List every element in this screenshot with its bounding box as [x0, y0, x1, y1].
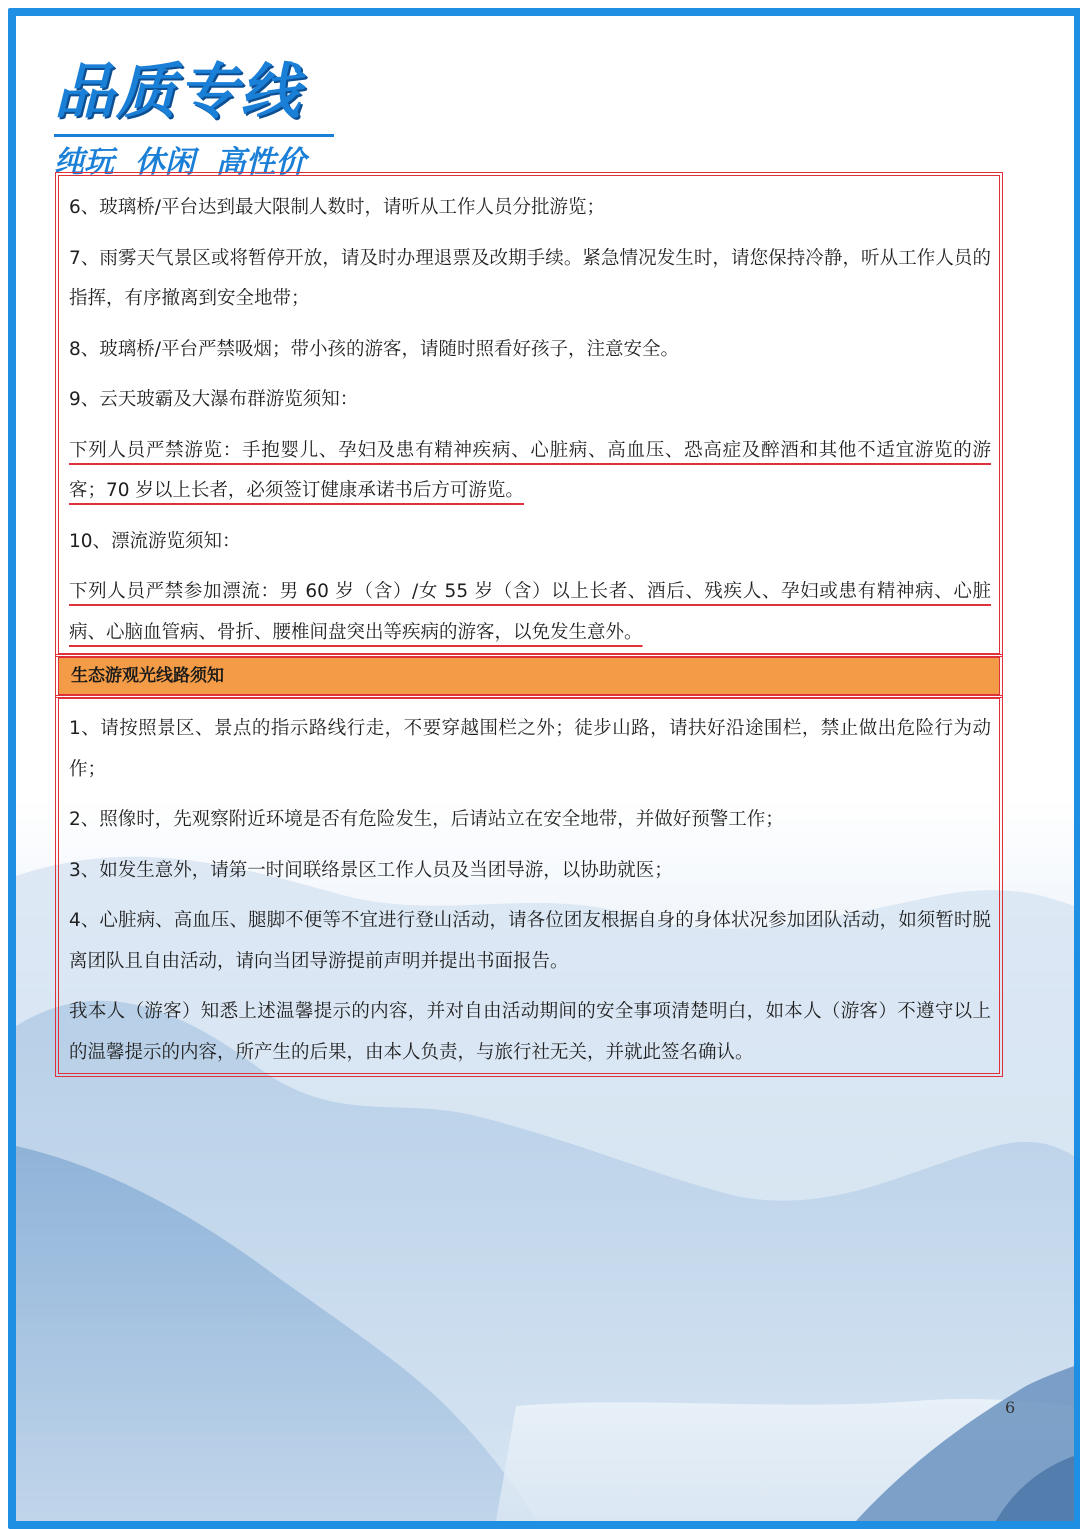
brand-subtitle: 纯玩 休闲 高性价 — [54, 145, 306, 180]
eco-paragraph-4: 4、心脏病、高血压、腿脚不便等不宜进行登山活动，请各位团友根据自身的身体状况参加团队活动，如须暂时脱离团队且自由活动，请向当团导游提前声明并提出书面报告。 — [69, 910, 991, 972]
paragraph-text: 10、漂流游览须知： — [69, 530, 241, 552]
declaration-paragraph: 我本人（游客）知悉上述温馨提示的内容，并对自由活动期间的安全事项清楚明白，如本人（游客）不遵守以上的温馨提示的内容，所产生的后果，由本人负责，与旅行社无关，并就此签名确认。 — [69, 1001, 991, 1063]
page-number: 6 — [1005, 1398, 1016, 1417]
notice-box — [58, 175, 1000, 654]
eco-paragraph-2: 2、照像时，先观察附近环境是否有危险发生，后请站立在安全地带，并做好预警工作； — [69, 809, 784, 830]
notice-paragraph-9-restriction — [69, 431, 991, 512]
notice-paragraph-8 — [69, 330, 991, 371]
notice-paragraph-10 — [69, 522, 991, 563]
paragraph-text: 8、玻璃桥/平台严禁吸烟；带小孩的游客，请随时照看好孩子，注意安全。 — [69, 338, 680, 360]
brand-logo — [54, 56, 344, 181]
brand-divider — [54, 134, 334, 137]
notice-paragraph-6 — [69, 188, 991, 229]
eco-section-heading: 生态游观光线路须知 — [58, 657, 1000, 695]
underlined-text: 下列人员严禁游览：手抱婴儿、孕妇及患有精神疾病、心脏病、高血压、恐高症及醉酒和其他不适宜游览的游客；70 岁以上长者，必须签订健康承诺书后方可游览。 — [69, 439, 991, 501]
paragraph-text: 9、云天玻霸及大瀑布群游览须知： — [69, 389, 359, 410]
eco-paragraph-1: 1、请按照景区、景点的指示路线行走，不要穿越围栏之外；徒步山路，请扶好沿途围栏，禁止做出危险行为动作； — [69, 718, 991, 780]
notice-paragraph-10-restriction — [69, 572, 991, 653]
notice-paragraph-7 — [69, 239, 991, 320]
paragraph-text: 6、玻璃桥/平台达到最大限制人数时，请听从工作人员分批游览； — [69, 197, 606, 218]
brand-title: 品质专线 — [54, 57, 302, 127]
paragraph-text: 7、雨雾天气景区或将暂停开放，请及时办理退票及改期手续。紧急情况发生时，请您保持冷静，听从工作人员的指挥，有序撤离到安全地带； — [69, 247, 991, 309]
eco-section-box — [58, 698, 1000, 1074]
eco-paragraph-3: 3、如发生意外，请第一时间联络景区工作人员及当团导游，以协助就医； — [69, 859, 673, 881]
notice-paragraph-9 — [69, 380, 991, 421]
underlined-text: 下列人员严禁参加漂流：男 60 岁（含）/女 55 岁（含）以上长者、酒后、残疾人、孕妇或患有精神病、心脏病、心脑血管病、骨折、腰椎间盘突出等疾病的游客，以免发生意外。 — [69, 581, 991, 643]
